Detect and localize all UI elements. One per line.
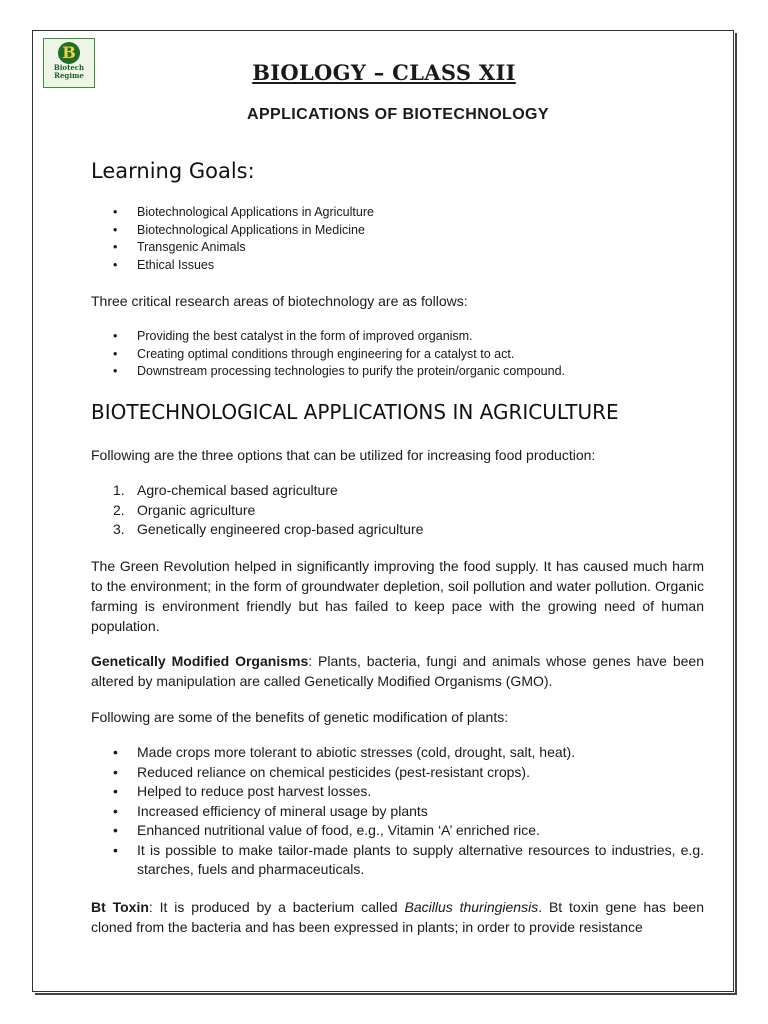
list-item: 2. Organic agriculture — [113, 501, 256, 518]
bt-species-name: Bacillus thuringiensis — [404, 899, 539, 915]
list-item: • Providing the best catalyst in the form of improved organism. — [91, 328, 704, 346]
list-item: • Transgenic Animals — [91, 239, 704, 257]
list-item: • Creating optimal conditions through engineering for a catalyst to act. — [91, 346, 704, 364]
document-title: BIOLOGY – CLASS XII — [252, 60, 516, 85]
list-item: • Helped to reduce post harvest losses. — [91, 782, 704, 802]
logo-mark: B — [58, 42, 80, 64]
benefits-list — [91, 743, 704, 880]
learning-goals-list — [91, 204, 704, 275]
list-item: 3. Genetically engineered crop-based agriculture — [113, 521, 424, 537]
gmo-paragraph: Genetically Modified Organisms: Plants, bacteria, fungi and animals whose genes have been altered by manipulation are called Genetically Modified Organisms (GMO). — [91, 653, 704, 689]
bt-toxin-term: Bt Toxin — [91, 899, 149, 915]
logo-line-1: Biotech — [53, 63, 85, 72]
agriculture-heading: BIOTECHNOLOGICAL APPLICATIONS IN AGRICULTURE — [91, 400, 619, 424]
list-item: • Made crops more tolerant to abiotic stresses (cold, drought, salt, heat). — [91, 743, 704, 763]
agriculture-intro: Following are the three options that can be utilized for increasing food production: — [91, 447, 596, 463]
list-item: • Ethical Issues — [91, 257, 704, 275]
food-production-options — [91, 481, 704, 540]
green-revolution-paragraph: The Green Revolution helped in significantly improving the food supply. It has caused much harm to the environment; in the form of groundwater depletion, soil pollution and water pollution. Organic farming is environment friendly but has failed to keep pace with the growing need of human population. — [91, 558, 704, 634]
list-item: • Reduced reliance on chemical pesticides (pest-resistant crops). — [91, 763, 704, 783]
list-item: • Biotechnological Applications in Agriculture — [91, 204, 704, 222]
bt-toxin-paragraph: Bt Toxin: It is produced by a bacterium called Bacillus thuringiensis. Bt toxin gene has been cloned from the bacteria and has been expressed in plants; in order to provide resistance — [91, 899, 704, 935]
list-item: • Biotechnological Applications in Medicine — [91, 222, 704, 240]
list-item: • It is possible to make tailor-made plants to supply alternative resources to industries, e.g. starches, fuels and pharmaceuticals. — [91, 841, 704, 880]
document-subtitle: APPLICATIONS OF BIOTECHNOLOGY — [247, 106, 549, 123]
benefits-intro: Following are some of the benefits of genetic modification of plants: — [91, 709, 509, 725]
research-intro: Three critical research areas of biotechnology are as follows: — [91, 293, 468, 309]
list-item: • Downstream processing technologies to purify the protein/organic compound. — [91, 363, 704, 381]
list-item: • Enhanced nutritional value of food, e.g., Vitamin ‘A’ enriched rice. — [91, 821, 704, 841]
learning-goals-heading: Learning Goals: — [91, 159, 255, 183]
list-item: 1. Agro-chemical based agriculture — [113, 482, 338, 498]
research-list — [91, 328, 704, 381]
list-item: • Increased efficiency of mineral usage by plants — [91, 802, 704, 822]
logo-line-2: Regime — [54, 71, 84, 80]
gmo-term: Genetically Modified Organisms — [91, 653, 309, 669]
